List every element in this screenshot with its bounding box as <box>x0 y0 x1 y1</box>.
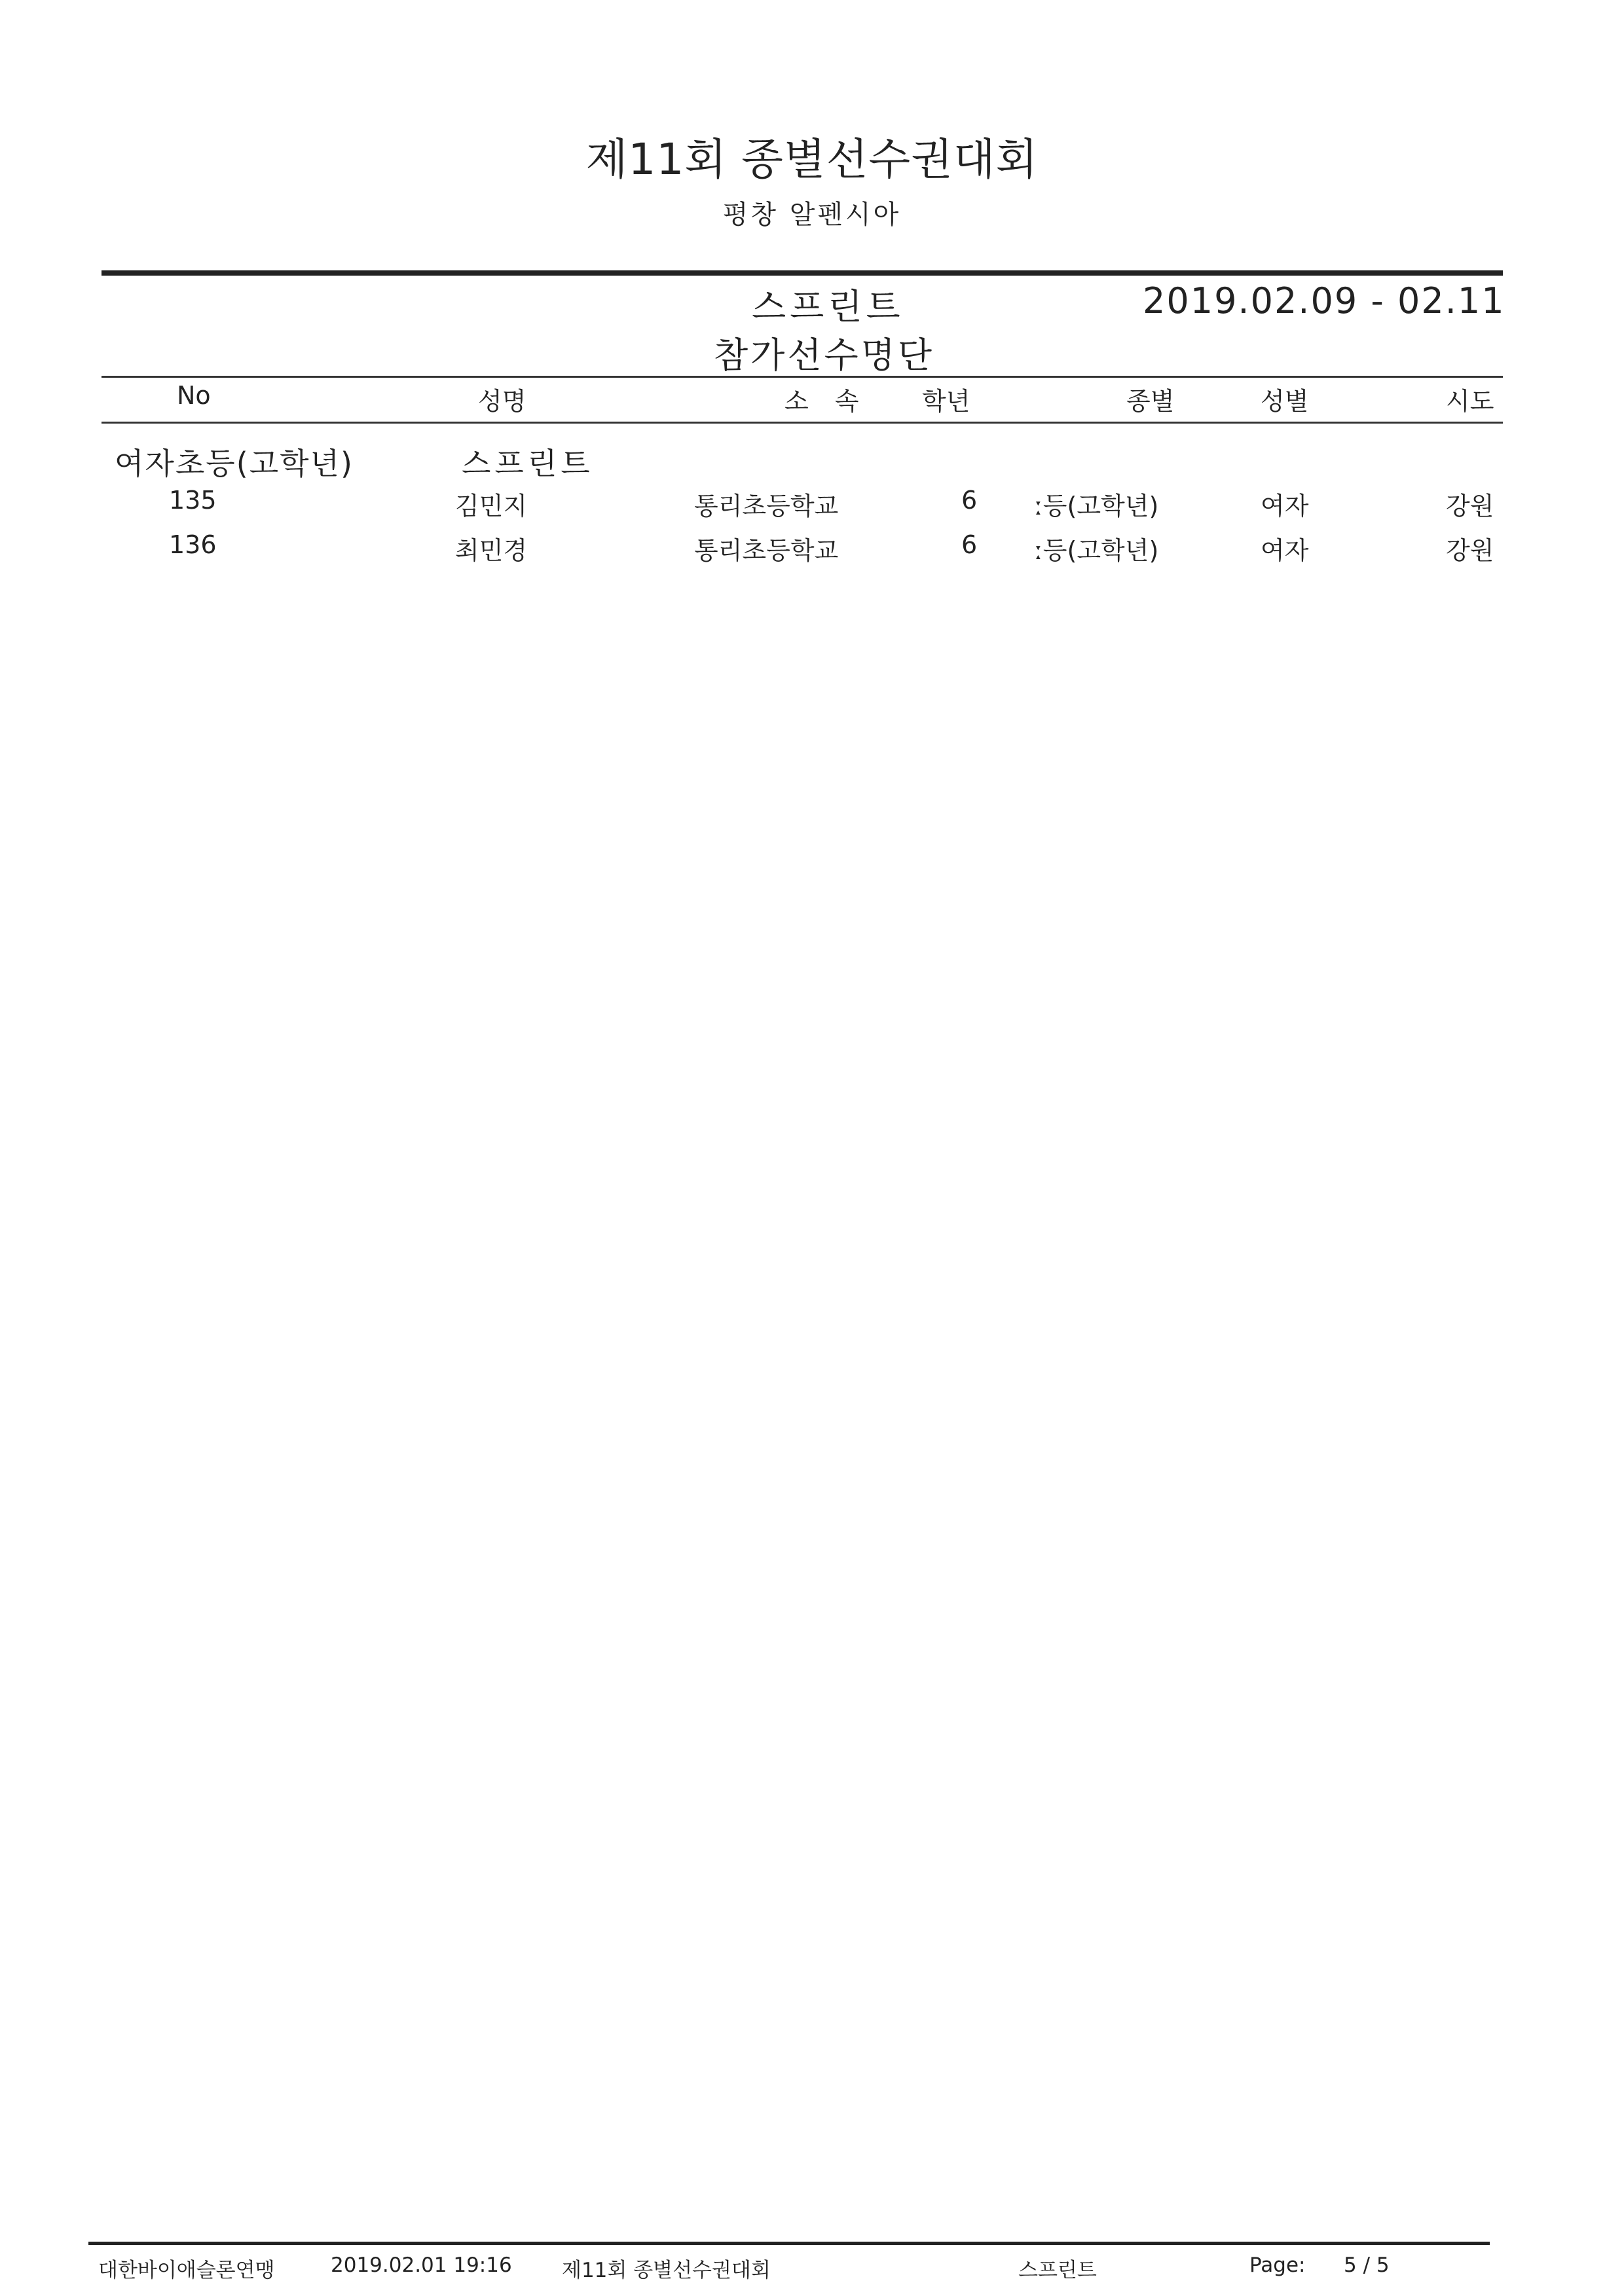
footer-divider <box>88 2242 1490 2245</box>
row-no: 136 <box>169 530 217 559</box>
row-affiliation: 통리초등학교 <box>694 536 839 565</box>
footer-organization: 대한바이애슬론연맹 <box>98 2259 275 2282</box>
row-name: 김민지 <box>455 492 528 520</box>
column-header-affiliation: 소 속 <box>784 387 868 416</box>
footer-competition: 제11회 종별선수권대회 <box>562 2259 771 2282</box>
table-row <box>0 530 1624 576</box>
footer-page-label: Page: <box>1249 2253 1306 2277</box>
page-title: 제11회 종별선수권대회 <box>585 134 1039 185</box>
column-header-region: 시도 <box>1446 387 1494 416</box>
row-category: ː등(고학년) <box>1035 536 1159 565</box>
table-header-bottom-rule <box>101 422 1503 424</box>
row-affiliation: 통리초등학교 <box>694 492 839 520</box>
column-header-name: 성명 <box>478 387 526 416</box>
header-divider <box>101 270 1503 276</box>
footer-event: 스프린트 <box>1018 2259 1097 2282</box>
column-header-no: No <box>177 381 211 410</box>
group-category: 여자초등(고학년) <box>115 446 354 481</box>
row-gender: 여자 <box>1261 492 1309 520</box>
row-gender: 여자 <box>1261 536 1309 565</box>
date-range: 2019.02.09 - 02.11 <box>1143 280 1505 321</box>
row-region: 강원 <box>1446 536 1494 565</box>
venue: 평창 알펜시아 <box>722 200 902 230</box>
row-name: 최민경 <box>455 536 528 565</box>
row-category: ː등(고학년) <box>1035 492 1159 520</box>
column-header-gender: 성별 <box>1261 387 1309 416</box>
footer-page-number: 5 / 5 <box>1344 2253 1390 2277</box>
column-header-grade: 학년 <box>922 387 970 416</box>
row-region: 강원 <box>1446 492 1494 520</box>
column-header-category: 종별 <box>1126 387 1175 416</box>
row-no: 135 <box>169 486 217 515</box>
group-event: 스프린트 <box>462 446 594 481</box>
table-row <box>0 486 1624 532</box>
row-grade: 6 <box>961 530 978 559</box>
row-grade: 6 <box>961 486 978 515</box>
footer-printed-at: 2019.02.01 19:16 <box>331 2253 512 2277</box>
event-name: 스프린트 <box>752 286 904 327</box>
table-header-top-rule <box>101 376 1503 378</box>
document-heading: 참가선수명단 <box>714 335 934 376</box>
